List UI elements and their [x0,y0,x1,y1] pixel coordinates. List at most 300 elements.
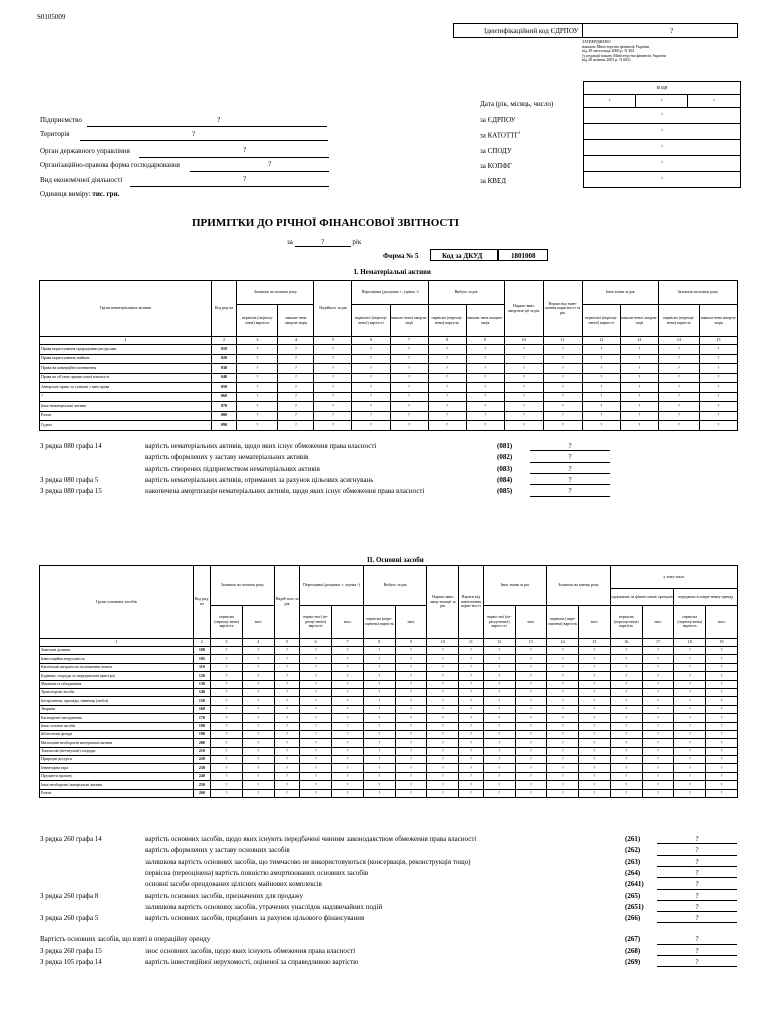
value-cell[interactable]: ? [363,697,395,705]
value-cell[interactable]: ? [674,655,706,663]
value-cell[interactable]: ? [352,411,390,421]
value-cell[interactable]: ? [352,345,390,355]
value-cell[interactable]: ? [674,688,706,696]
value-cell[interactable]: ? [699,345,737,355]
value-cell[interactable]: ? [620,354,658,364]
value-cell[interactable]: ? [332,663,364,671]
value-cell[interactable]: ? [237,364,278,374]
value-cell[interactable]: ? [428,383,466,393]
value-cell[interactable]: ? [363,764,395,772]
value-cell[interactable]: ? [428,354,466,364]
value-cell[interactable]: ? [300,688,332,696]
value-cell[interactable]: ? [395,739,427,747]
value-cell[interactable]: ? [428,402,466,412]
value-cell[interactable]: ? [658,421,699,431]
value-cell[interactable]: ? [332,722,364,730]
note-value[interactable]: ? [657,846,737,855]
value-cell[interactable]: ? [547,747,579,755]
value-cell[interactable]: ? [483,730,515,738]
value-cell[interactable]: ? [211,730,243,738]
value-cell[interactable]: ? [211,672,243,680]
value-cell[interactable]: ? [547,772,579,780]
value-cell[interactable]: ? [620,392,658,402]
value-cell[interactable]: ? [395,747,427,755]
value-cell[interactable]: ? [620,411,658,421]
value-cell[interactable]: ? [395,730,427,738]
value-cell[interactable]: ? [610,647,642,655]
value-cell[interactable]: ? [427,672,459,680]
value-cell[interactable]: ? [352,402,390,412]
value-cell[interactable]: ? [674,714,706,722]
value-cell[interactable]: ? [459,747,484,755]
code-edrpou[interactable]: ? [584,108,741,124]
value-cell[interactable]: ? [674,739,706,747]
code-date-day[interactable]: ? [584,95,636,108]
code-date-year[interactable]: ? [688,95,741,108]
entity-value-authority[interactable]: ? [243,146,247,154]
value-cell[interactable]: ? [242,647,274,655]
value-cell[interactable]: ? [211,714,243,722]
value-cell[interactable]: ? [658,373,699,383]
value-cell[interactable]: ? [427,705,459,713]
value-cell[interactable]: ? [706,789,738,797]
value-cell[interactable]: ? [466,421,504,431]
value-cell[interactable]: ? [352,392,390,402]
value-cell[interactable]: ? [547,705,579,713]
value-cell[interactable]: ? [642,663,674,671]
value-cell[interactable]: ? [278,373,314,383]
value-cell[interactable]: ? [300,663,332,671]
value-cell[interactable]: ? [504,383,543,393]
value-cell[interactable]: ? [274,688,300,696]
code-kopfg[interactable]: ? [584,156,741,172]
value-cell[interactable]: ? [582,402,620,412]
value-cell[interactable]: ? [211,772,243,780]
note-value[interactable]: ? [530,476,610,485]
value-cell[interactable]: ? [547,655,579,663]
value-cell[interactable]: ? [242,697,274,705]
value-cell[interactable]: ? [352,383,390,393]
value-cell[interactable]: ? [483,764,515,772]
value-cell[interactable]: ? [466,364,504,374]
value-cell[interactable]: ? [642,756,674,764]
report-year[interactable]: ? [295,238,351,247]
value-cell[interactable]: ? [428,364,466,374]
value-cell[interactable]: ? [390,411,428,421]
value-cell[interactable]: ? [674,722,706,730]
value-cell[interactable]: ? [274,714,300,722]
value-cell[interactable]: ? [363,781,395,789]
value-cell[interactable]: ? [390,364,428,374]
value-cell[interactable]: ? [274,680,300,688]
value-cell[interactable]: ? [363,647,395,655]
value-cell[interactable]: ? [427,772,459,780]
note-value[interactable]: ? [530,442,610,451]
value-cell[interactable]: ? [579,705,611,713]
value-cell[interactable]: ? [515,647,547,655]
value-cell[interactable]: ? [674,789,706,797]
value-cell[interactable]: ? [274,672,300,680]
value-cell[interactable]: ? [515,747,547,755]
value-cell[interactable]: ? [427,655,459,663]
value-cell[interactable]: ? [543,402,582,412]
value-cell[interactable]: ? [579,772,611,780]
value-cell[interactable]: ? [211,697,243,705]
value-cell[interactable]: ? [483,663,515,671]
value-cell[interactable]: ? [706,739,738,747]
value-cell[interactable]: ? [242,722,274,730]
value-cell[interactable]: ? [515,663,547,671]
value-cell[interactable]: ? [610,672,642,680]
value-cell[interactable]: ? [390,354,428,364]
note-value[interactable]: ? [657,935,737,944]
value-cell[interactable]: ? [459,781,484,789]
value-cell[interactable]: ? [314,392,352,402]
value-cell[interactable]: ? [483,647,515,655]
value-cell[interactable]: ? [237,373,278,383]
value-cell[interactable]: ? [395,655,427,663]
value-cell[interactable]: ? [466,373,504,383]
value-cell[interactable]: ? [543,411,582,421]
value-cell[interactable]: ? [242,705,274,713]
value-cell[interactable]: ? [658,354,699,364]
value-cell[interactable]: ? [543,345,582,355]
value-cell[interactable]: ? [620,383,658,393]
value-cell[interactable]: ? [699,383,737,393]
value-cell[interactable]: ? [278,411,314,421]
value-cell[interactable]: ? [332,764,364,772]
note-value[interactable]: ? [657,947,737,956]
value-cell[interactable]: ? [278,421,314,431]
value-cell[interactable]: ? [352,373,390,383]
value-cell[interactable]: ? [699,364,737,374]
value-cell[interactable]: ? [278,354,314,364]
value-cell[interactable]: ? [459,730,484,738]
value-cell[interactable]: ? [658,364,699,374]
value-cell[interactable]: ? [504,411,543,421]
note-value[interactable]: ? [530,465,610,474]
value-cell[interactable]: ? [300,739,332,747]
value-cell[interactable]: ? [547,714,579,722]
value-cell[interactable]: ? [674,663,706,671]
value-cell[interactable]: ? [642,705,674,713]
value-cell[interactable]: ? [427,714,459,722]
value-cell[interactable]: ? [504,402,543,412]
entity-value-activity[interactable]: ? [243,175,247,183]
value-cell[interactable]: ? [242,781,274,789]
value-cell[interactable]: ? [237,402,278,412]
code-kved[interactable]: ? [584,172,741,188]
value-cell[interactable]: ? [332,772,364,780]
value-cell[interactable]: ? [278,383,314,393]
value-cell[interactable]: ? [642,672,674,680]
value-cell[interactable]: ? [547,739,579,747]
value-cell[interactable]: ? [363,672,395,680]
value-cell[interactable]: ? [395,714,427,722]
value-cell[interactable]: ? [242,756,274,764]
value-cell[interactable]: ? [314,383,352,393]
note-value[interactable]: ? [657,903,737,912]
value-cell[interactable]: ? [579,722,611,730]
value-cell[interactable]: ? [274,772,300,780]
value-cell[interactable]: ? [300,764,332,772]
value-cell[interactable]: ? [427,697,459,705]
entity-value-legal-form[interactable]: ? [268,160,272,168]
value-cell[interactable]: ? [483,680,515,688]
value-cell[interactable]: ? [515,705,547,713]
value-cell[interactable]: ? [466,345,504,355]
value-cell[interactable]: ? [314,402,352,412]
value-cell[interactable]: ? [332,672,364,680]
value-cell[interactable]: ? [242,772,274,780]
value-cell[interactable]: ? [274,781,300,789]
value-cell[interactable]: ? [300,647,332,655]
value-cell[interactable]: ? [459,680,484,688]
value-cell[interactable]: ? [642,714,674,722]
value-cell[interactable]: ? [642,772,674,780]
value-cell[interactable]: ? [674,647,706,655]
value-cell[interactable]: ? [620,402,658,412]
value-cell[interactable]: ? [466,402,504,412]
value-cell[interactable]: ? [314,411,352,421]
value-cell[interactable]: ? [428,392,466,402]
value-cell[interactable]: ? [428,373,466,383]
value-cell[interactable]: ? [674,764,706,772]
value-cell[interactable]: ? [274,663,300,671]
value-cell[interactable]: ? [211,680,243,688]
value-cell[interactable]: ? [211,747,243,755]
value-cell[interactable]: ? [459,722,484,730]
value-cell[interactable]: ? [579,688,611,696]
value-cell[interactable]: ? [620,421,658,431]
value-cell[interactable]: ? [274,697,300,705]
note-value[interactable]: ? [657,880,737,889]
value-cell[interactable]: ? [706,747,738,755]
value-cell[interactable]: ? [515,772,547,780]
value-cell[interactable]: ? [642,722,674,730]
value-cell[interactable]: ? [658,392,699,402]
value-cell[interactable]: ? [332,647,364,655]
value-cell[interactable]: ? [363,722,395,730]
value-cell[interactable]: ? [706,647,738,655]
note-value[interactable]: ? [657,914,737,923]
value-cell[interactable]: ? [363,688,395,696]
value-cell[interactable]: ? [642,781,674,789]
note-value[interactable]: ? [530,487,610,496]
value-cell[interactable]: ? [515,789,547,797]
value-cell[interactable]: ? [427,747,459,755]
value-cell[interactable]: ? [300,680,332,688]
value-cell[interactable]: ? [332,781,364,789]
note-value[interactable]: ? [657,858,737,867]
value-cell[interactable]: ? [610,772,642,780]
value-cell[interactable]: ? [300,714,332,722]
value-cell[interactable]: ? [332,705,364,713]
value-cell[interactable]: ? [300,781,332,789]
value-cell[interactable]: ? [582,354,620,364]
value-cell[interactable]: ? [427,756,459,764]
value-cell[interactable]: ? [274,705,300,713]
value-cell[interactable]: ? [274,722,300,730]
value-cell[interactable]: ? [390,383,428,393]
value-cell[interactable]: ? [300,772,332,780]
value-cell[interactable]: ? [543,354,582,364]
value-cell[interactable]: ? [483,705,515,713]
value-cell[interactable]: ? [278,392,314,402]
value-cell[interactable]: ? [642,789,674,797]
value-cell[interactable]: ? [515,764,547,772]
value-cell[interactable]: ? [706,672,738,680]
value-cell[interactable]: ? [427,764,459,772]
value-cell[interactable]: ? [274,647,300,655]
value-cell[interactable]: ? [699,421,737,431]
value-cell[interactable]: ? [620,345,658,355]
value-cell[interactable]: ? [237,411,278,421]
value-cell[interactable]: ? [504,421,543,431]
value-cell[interactable]: ? [428,345,466,355]
value-cell[interactable]: ? [390,402,428,412]
value-cell[interactable]: ? [547,663,579,671]
value-cell[interactable]: ? [706,730,738,738]
value-cell[interactable]: ? [483,697,515,705]
value-cell[interactable]: ? [483,714,515,722]
value-cell[interactable]: ? [242,680,274,688]
value-cell[interactable]: ? [699,402,737,412]
value-cell[interactable]: ? [390,345,428,355]
value-cell[interactable]: ? [483,772,515,780]
value-cell[interactable]: ? [706,714,738,722]
code-spodu[interactable]: ? [584,140,741,156]
value-cell[interactable]: ? [620,373,658,383]
value-cell[interactable]: ? [427,739,459,747]
value-cell[interactable]: ? [579,663,611,671]
value-cell[interactable]: ? [363,680,395,688]
entity-value-company[interactable]: ? [217,116,221,124]
value-cell[interactable]: ? [332,697,364,705]
value-cell[interactable]: ? [547,688,579,696]
value-cell[interactable]: ? [274,789,300,797]
value-cell[interactable]: ? [543,421,582,431]
value-cell[interactable]: ? [363,663,395,671]
value-cell[interactable]: ? [332,680,364,688]
value-cell[interactable]: ? [332,688,364,696]
value-cell[interactable]: ? [211,655,243,663]
value-cell[interactable]: ? [543,383,582,393]
value-cell[interactable]: ? [459,714,484,722]
value-cell[interactable]: ? [579,697,611,705]
value-cell[interactable]: ? [610,781,642,789]
value-cell[interactable]: ? [390,373,428,383]
value-cell[interactable]: ? [582,364,620,374]
value-cell[interactable]: ? [543,373,582,383]
value-cell[interactable]: ? [466,354,504,364]
value-cell[interactable]: ? [395,789,427,797]
value-cell[interactable]: ? [352,354,390,364]
value-cell[interactable]: ? [642,764,674,772]
value-cell[interactable]: ? [274,730,300,738]
value-cell[interactable]: ? [332,739,364,747]
value-cell[interactable]: ? [242,688,274,696]
value-cell[interactable]: ? [706,663,738,671]
value-cell[interactable]: ? [483,756,515,764]
value-cell[interactable]: ? [459,697,484,705]
note-value[interactable]: ? [530,453,610,462]
value-cell[interactable]: ? [642,739,674,747]
value-cell[interactable]: ? [706,688,738,696]
value-cell[interactable]: ? [427,680,459,688]
value-cell[interactable]: ? [642,697,674,705]
value-cell[interactable]: ? [300,655,332,663]
value-cell[interactable]: ? [515,756,547,764]
value-cell[interactable]: ? [242,789,274,797]
value-cell[interactable]: ? [300,747,332,755]
value-cell[interactable]: ? [242,672,274,680]
value-cell[interactable]: ? [504,345,543,355]
value-cell[interactable]: ? [582,345,620,355]
value-cell[interactable]: ? [363,747,395,755]
value-cell[interactable]: ? [610,688,642,696]
value-cell[interactable]: ? [706,680,738,688]
value-cell[interactable]: ? [483,789,515,797]
value-cell[interactable]: ? [237,421,278,431]
value-cell[interactable]: ? [543,392,582,402]
value-cell[interactable]: ? [515,680,547,688]
value-cell[interactable]: ? [242,739,274,747]
value-cell[interactable]: ? [459,647,484,655]
value-cell[interactable]: ? [543,364,582,374]
value-cell[interactable]: ? [395,697,427,705]
value-cell[interactable]: ? [459,772,484,780]
value-cell[interactable]: ? [395,772,427,780]
value-cell[interactable]: ? [579,680,611,688]
value-cell[interactable]: ? [483,688,515,696]
value-cell[interactable]: ? [610,739,642,747]
value-cell[interactable]: ? [300,705,332,713]
value-cell[interactable]: ? [582,411,620,421]
value-cell[interactable]: ? [300,789,332,797]
value-cell[interactable]: ? [699,354,737,364]
value-cell[interactable]: ? [278,402,314,412]
value-cell[interactable]: ? [352,364,390,374]
value-cell[interactable]: ? [674,747,706,755]
value-cell[interactable]: ? [242,663,274,671]
value-cell[interactable]: ? [706,764,738,772]
value-cell[interactable]: ? [579,747,611,755]
value-cell[interactable]: ? [658,345,699,355]
value-cell[interactable]: ? [610,714,642,722]
value-cell[interactable]: ? [515,688,547,696]
value-cell[interactable]: ? [483,739,515,747]
value-cell[interactable]: ? [610,756,642,764]
value-cell[interactable]: ? [610,722,642,730]
value-cell[interactable]: ? [699,411,737,421]
value-cell[interactable]: ? [237,383,278,393]
value-cell[interactable]: ? [352,421,390,431]
value-cell[interactable]: ? [610,697,642,705]
value-cell[interactable]: ? [706,756,738,764]
value-cell[interactable]: ? [242,714,274,722]
value-cell[interactable]: ? [300,722,332,730]
value-cell[interactable]: ? [237,392,278,402]
value-cell[interactable]: ? [582,421,620,431]
value-cell[interactable]: ? [483,672,515,680]
value-cell[interactable]: ? [428,421,466,431]
value-cell[interactable]: ? [428,411,466,421]
value-cell[interactable]: ? [211,647,243,655]
value-cell[interactable]: ? [547,756,579,764]
value-cell[interactable]: ? [610,705,642,713]
value-cell[interactable]: ? [427,647,459,655]
